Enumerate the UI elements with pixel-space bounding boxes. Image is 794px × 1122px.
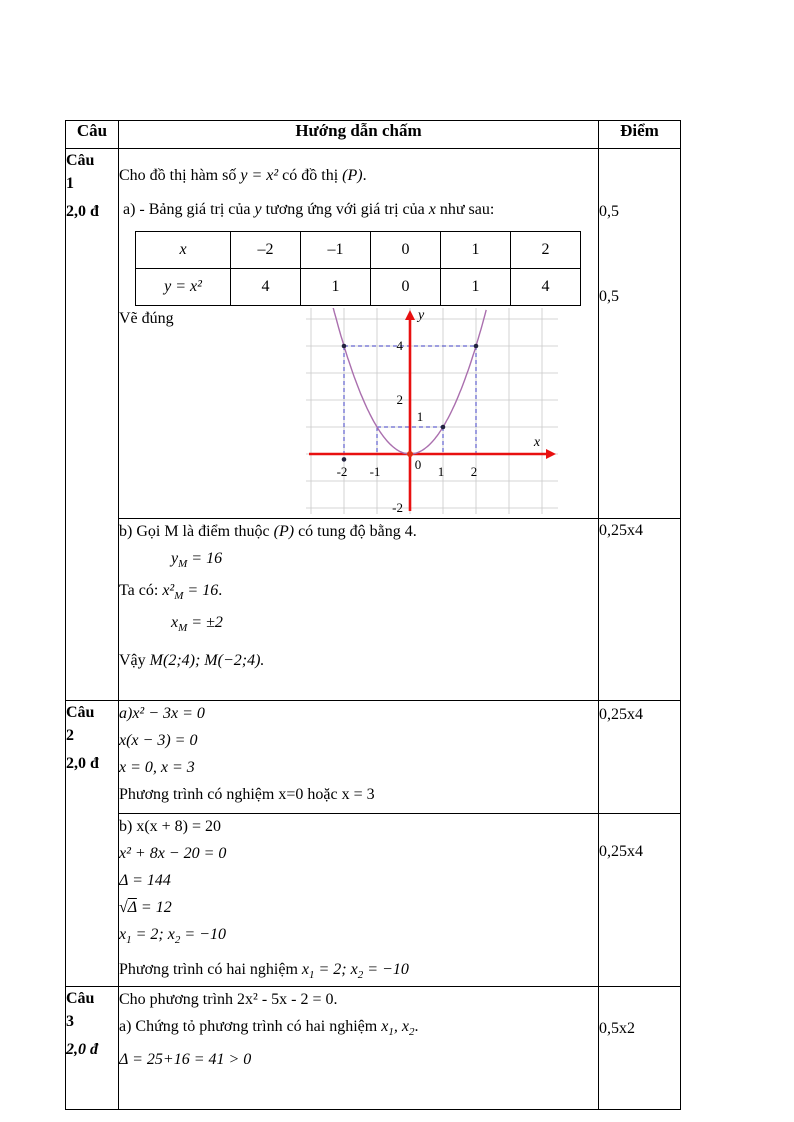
- math-subscript: 2: [408, 1026, 415, 1039]
- question-label: Câu: [66, 704, 95, 721]
- math-segment: x: [171, 614, 179, 632]
- graph-section: [119, 308, 598, 514]
- text-segment: như sau:: [435, 201, 495, 218]
- math-segment: M(2;4); M(−2;4).: [149, 651, 265, 669]
- question-marks: 2,0 đ: [66, 755, 99, 772]
- header-cau: Câu: [66, 121, 119, 149]
- tick-label: 1: [416, 409, 423, 424]
- x-axis-arrow: [546, 449, 556, 459]
- tick-label: -2: [336, 464, 348, 479]
- point-dot: [440, 425, 445, 430]
- equation-line: [119, 703, 598, 725]
- text-segment: Vậy: [119, 651, 150, 669]
- value-cell: 4: [511, 269, 581, 306]
- ve-dung-label: Vẽ đúng: [119, 310, 174, 327]
- conclusion-line: [119, 650, 598, 672]
- value-cell: 1: [441, 232, 511, 269]
- math-segment: [301, 961, 409, 982]
- part-b-line: [119, 521, 598, 543]
- text-segment: .: [414, 1018, 419, 1036]
- question-1a-content: [119, 149, 599, 519]
- math-segment: [381, 1018, 415, 1039]
- question-number: 3: [66, 1013, 74, 1031]
- text-segment: tương ứng với giá trị của: [261, 201, 429, 218]
- math-segment: (P): [342, 167, 363, 184]
- tick-label: 4: [396, 338, 403, 353]
- tick-label: 0: [414, 457, 421, 472]
- question-2b-content: [119, 814, 599, 987]
- math-segment: a): [119, 705, 133, 722]
- grading-table: [65, 120, 681, 1110]
- equation-line: x(x − 3) = 0: [119, 732, 198, 749]
- question-2-cell: [66, 701, 119, 987]
- math-segment: Δ: [127, 899, 137, 916]
- score-value: 0,25x4: [599, 522, 643, 539]
- equation-line: Δ = 25+16 = 41 > 0: [119, 1050, 252, 1068]
- part-a-line: [123, 199, 598, 221]
- question-1b-score-cell: [599, 519, 681, 701]
- sqrt-symbol: √: [119, 899, 128, 916]
- math-segment: = −10: [180, 926, 226, 943]
- tick-label: 2: [396, 392, 403, 407]
- equation-line: [119, 924, 598, 951]
- intro-line: [119, 165, 598, 187]
- equation-line: [119, 897, 598, 919]
- equation-line: x = 0, x = 3: [119, 759, 195, 776]
- header-diem: Điểm: [599, 121, 681, 149]
- question-label: Câu: [66, 990, 95, 1008]
- row-cau1a: [66, 149, 681, 519]
- score-value: 0,5x2: [599, 1020, 635, 1038]
- score-value: 0,25x4: [599, 843, 643, 860]
- math-subscript: 1: [309, 969, 315, 982]
- question-number: 2: [66, 727, 74, 744]
- value-cell: 0: [371, 269, 441, 306]
- point-dot: [473, 344, 478, 349]
- math-segment: = 12: [136, 899, 172, 916]
- tick-label: y: [417, 308, 424, 323]
- math-segment: x: [119, 926, 127, 943]
- question-label: Câu: [66, 152, 95, 169]
- math-segment: y = x²: [240, 167, 279, 184]
- math-subscript: 1: [388, 1026, 394, 1039]
- tick-label: -2: [391, 500, 403, 514]
- math-segment: x: [167, 926, 175, 943]
- text-segment: a) Chứng tỏ phương trình có hai nghiệm: [119, 1018, 382, 1036]
- math-segment: y: [171, 550, 179, 567]
- row-cau1b: [66, 519, 681, 701]
- value-cell: 2: [511, 232, 581, 269]
- math-subscript: M: [174, 590, 184, 603]
- tick-label: 1: [437, 464, 444, 479]
- math-segment: x: [381, 1018, 389, 1036]
- value-cell: 4: [231, 269, 301, 306]
- question-marks: 2,0 đ: [66, 203, 99, 220]
- math-segment: = 2;: [314, 961, 351, 979]
- text-segment: b) Gọi M là điểm thuộc: [119, 523, 274, 540]
- value-table-data-row: [136, 269, 581, 306]
- value-cell: x: [136, 232, 231, 269]
- tick-label: x: [533, 435, 540, 450]
- math-segment: y: [254, 201, 262, 218]
- math-segment: x²: [162, 582, 175, 600]
- math-segment: = 16: [187, 550, 223, 567]
- equation-line: [171, 548, 598, 575]
- table-header-row: [66, 121, 681, 149]
- math-segment: = −10: [363, 961, 409, 979]
- text-segment: có tung độ bằng 4.: [294, 523, 417, 540]
- row-cau2a: [66, 701, 681, 814]
- conclusion-line: [119, 959, 598, 986]
- question-3-score-cell: [599, 987, 681, 1110]
- equation-line: x² + 8x − 20 = 0: [119, 845, 227, 862]
- math-segment: [162, 582, 219, 603]
- math-subscript: M: [178, 558, 188, 571]
- origin-dot: [407, 451, 413, 457]
- math-subscript: M: [178, 622, 188, 635]
- text-segment: có đồ thị: [278, 167, 343, 184]
- equation-line: Δ = 144: [119, 872, 171, 889]
- question-2a-score-cell: [599, 701, 681, 814]
- equation-line: [171, 612, 598, 639]
- value-table: [135, 231, 581, 306]
- math-segment: ,: [393, 1018, 402, 1036]
- question-3-cell: [66, 987, 119, 1110]
- question-2a-content: [119, 701, 599, 814]
- math-segment: x: [428, 201, 436, 218]
- value-cell: 1: [441, 269, 511, 306]
- text-segment: Ta có:: [119, 582, 163, 600]
- y-axis-arrow: [405, 310, 415, 320]
- question-1b-content: [119, 519, 599, 701]
- parabola-graph: [306, 308, 558, 514]
- point-dot: [341, 344, 346, 349]
- math-segment: = 16: [183, 582, 219, 600]
- text-segment: Cho đồ thị hàm số: [119, 167, 241, 184]
- math-segment: x² − 3x = 0: [132, 705, 205, 722]
- part-a-line: [119, 1016, 598, 1043]
- value-cell: y = x²: [136, 269, 231, 306]
- text-segment: a) - Bảng giá trị của: [123, 201, 255, 218]
- math-subscript: 2: [357, 969, 364, 982]
- question-number: 1: [66, 175, 74, 192]
- text-segment: .: [218, 582, 223, 600]
- question-1-cell: [66, 149, 119, 701]
- tick-label: 2: [470, 464, 477, 479]
- question-1a-score-cell: [599, 149, 681, 519]
- math-segment: x: [401, 1018, 409, 1036]
- value-table-header-row: [136, 232, 581, 269]
- value-cell: –2: [231, 232, 301, 269]
- conclusion-line: Phương trình có nghiệm x=0 hoặc x = 3: [119, 786, 375, 803]
- text-segment: Phương trình có hai nghiệm: [119, 961, 302, 979]
- text-segment: .: [362, 167, 367, 184]
- score-value: 0,25x4: [599, 706, 643, 723]
- equation-line: [119, 580, 598, 607]
- value-cell: –1: [301, 232, 371, 269]
- question-2b-score-cell: [599, 814, 681, 987]
- tick-label: -1: [369, 464, 381, 479]
- question-3-content: [119, 987, 599, 1110]
- question-marks: 2,0 đ: [66, 1041, 98, 1059]
- intro-line: Cho phương trình 2x² - 5x - 2 = 0.: [119, 991, 338, 1009]
- score-value: 0,5: [599, 203, 619, 220]
- value-cell: 1: [301, 269, 371, 306]
- score-value: 0,5: [599, 288, 619, 305]
- math-segment: x: [301, 961, 309, 979]
- row-cau2b: [66, 814, 681, 987]
- math-subscript: 2: [174, 934, 181, 947]
- math-subscript: 1: [126, 934, 132, 947]
- row-cau3: [66, 987, 681, 1110]
- math-segment: = ±2: [187, 614, 223, 632]
- math-segment: x: [350, 961, 358, 979]
- header-huong-dan-cham: Hướng dẫn chấm: [119, 121, 599, 149]
- math-segment: = 2;: [131, 926, 168, 943]
- value-cell: 0: [371, 232, 441, 269]
- point-dot: [341, 457, 346, 462]
- part-b-line: b) x(x + 8) = 20: [119, 818, 222, 835]
- math-segment: (P): [273, 523, 295, 540]
